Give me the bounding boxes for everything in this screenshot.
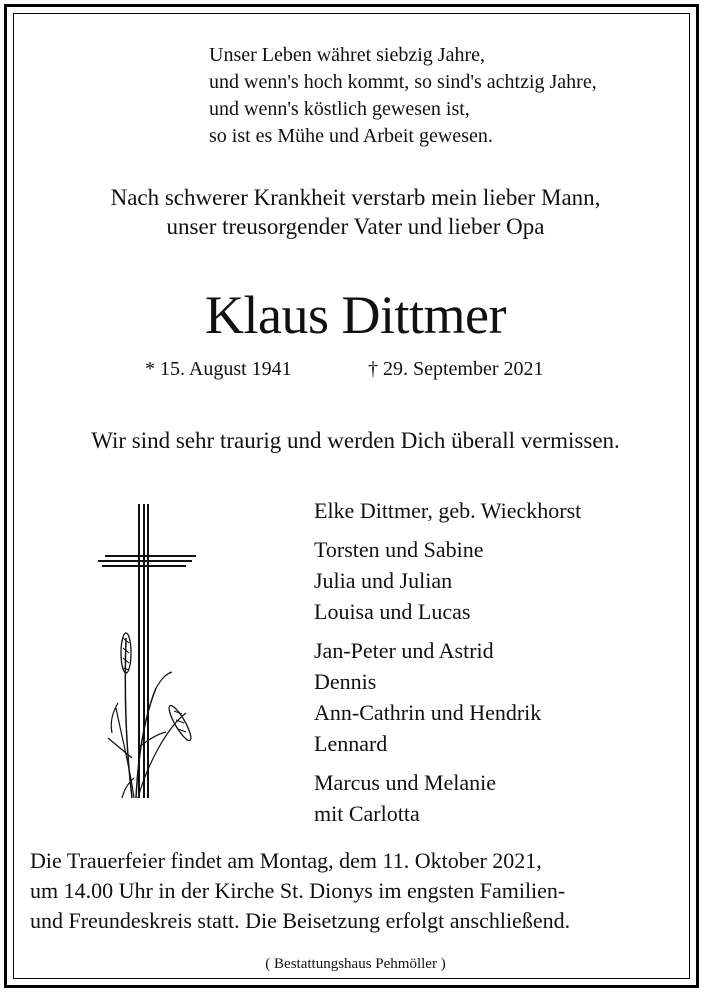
intro-line: unser treusorgender Vater und lieber Opa — [166, 214, 545, 239]
funeral-notice — [30, 846, 570, 936]
cross-with-wheat-icon — [96, 498, 206, 808]
undertaker-credit: ( Bestattungshaus Pehmöller ) — [265, 956, 446, 972]
death-date: † 29. September 2021 — [368, 358, 544, 380]
mourner-group — [314, 767, 581, 829]
mourner-name: Lennard — [314, 731, 388, 756]
mourner-name: Torsten und Sabine — [314, 537, 484, 562]
mourner-group — [314, 495, 581, 526]
mourner-name: Elke Dittmer, geb. Wieckhorst — [314, 498, 582, 523]
mourner-name: Dennis — [314, 669, 377, 694]
mourner-name: Marcus und Melanie — [314, 770, 497, 795]
verse-line: und wenn's hoch kommt, so sind's achtzig Jahre, — [209, 71, 597, 93]
birth-date: * 15. August 1941 — [145, 358, 292, 380]
mourner-name: Louisa und Lucas — [314, 599, 471, 624]
notice-line: Die Trauerfeier findet am Montag, dem 11. Oktober 2021, — [30, 848, 542, 873]
farewell-line: Wir sind sehr traurig und werden Dich überall vermissen. — [91, 428, 620, 453]
intro-line: Nach schwerer Krankheit verstarb mein lieber Mann, — [110, 185, 601, 210]
notice-line: um 14.00 Uhr in der Kirche St. Dionys im engsten Familien- — [30, 878, 566, 903]
mourner-name: Julia und Julian — [314, 568, 453, 593]
intro-text — [0, 183, 711, 241]
verse-line: und wenn's köstlich gewesen ist, — [209, 98, 470, 120]
verse-line: so ist es Mühe und Arbeit gewesen. — [209, 125, 493, 147]
deceased-name: Klaus Dittmer — [205, 285, 506, 345]
mourner-name: Ann-Cathrin und Hendrik — [314, 700, 542, 725]
mourner-group — [314, 635, 581, 759]
verse-line: Unser Leben währet siebzig Jahre, — [209, 44, 485, 66]
bible-verse — [209, 42, 597, 150]
mourner-name: Jan-Peter und Astrid — [314, 638, 494, 663]
mourner-group — [314, 534, 581, 627]
mourners-list — [314, 495, 581, 837]
mourner-name: mit Carlotta — [314, 801, 420, 826]
notice-line: und Freundeskreis statt. Die Beisetzung erfolgt anschließend. — [30, 908, 571, 933]
